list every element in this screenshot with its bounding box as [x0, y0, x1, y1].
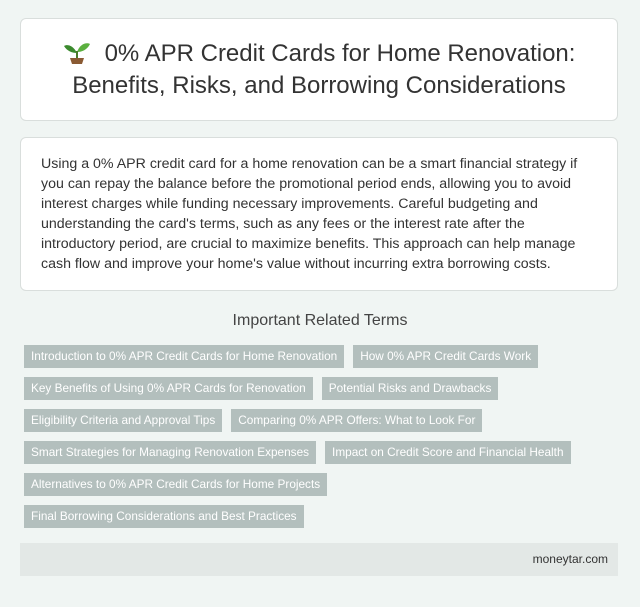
footer	[20, 543, 618, 576]
title-line-2: Benefits, Risks, and Borrowing Considerations	[72, 71, 566, 99]
related-terms-heading: Important Related Terms	[232, 312, 408, 329]
tag-row	[24, 345, 620, 368]
tag-row	[24, 377, 620, 400]
footer-site-link[interactable]: moneytar.com	[532, 552, 608, 566]
related-term-tag[interactable]: Potential Risks and Drawbacks	[322, 377, 499, 400]
related-term-tag[interactable]: How 0% APR Credit Cards Work	[353, 345, 538, 368]
related-term-tag[interactable]: Smart Strategies for Managing Renovation Expenses	[24, 441, 316, 464]
tag-row	[24, 409, 620, 432]
tag-row	[24, 505, 620, 528]
related-term-tag[interactable]: Alternatives to 0% APR Credit Cards for Home Projects	[24, 473, 327, 496]
related-term-tag[interactable]: Eligibility Criteria and Approval Tips	[24, 409, 222, 432]
related-term-tag[interactable]: Comparing 0% APR Offers: What to Look For	[231, 409, 482, 432]
related-term-tag[interactable]: Final Borrowing Considerations and Best Practices	[24, 505, 304, 528]
tag-row	[24, 441, 620, 464]
sprout-icon	[63, 40, 91, 64]
article-card	[20, 137, 618, 291]
title-line-1: 0% APR Credit Cards for Home Renovation:	[104, 39, 576, 67]
related-term-tag[interactable]: Introduction to 0% APR Credit Cards for Home Renovation	[24, 345, 344, 368]
article-body: Using a 0% APR credit card for a home renovation can be a smart financial strategy if you can repay the balance before the promotional period ends, allowing you to avoid interest charges while funding necessary improvements. Careful budgeting and understanding the card's terms, such as any fees or the interest rate after the introductory period, are crucial to maximize benefits. This approach can help manage cash flow and improve your home's value without incurring extra borrowing costs.	[41, 156, 578, 272]
title-card	[20, 18, 618, 121]
related-term-tag[interactable]: Key Benefits of Using 0% APR Cards for Renovation	[24, 377, 313, 400]
page-title	[63, 38, 576, 102]
related-term-tag[interactable]: Impact on Credit Score and Financial Health	[325, 441, 570, 464]
tag-row	[24, 473, 620, 496]
related-terms-list	[24, 345, 620, 537]
